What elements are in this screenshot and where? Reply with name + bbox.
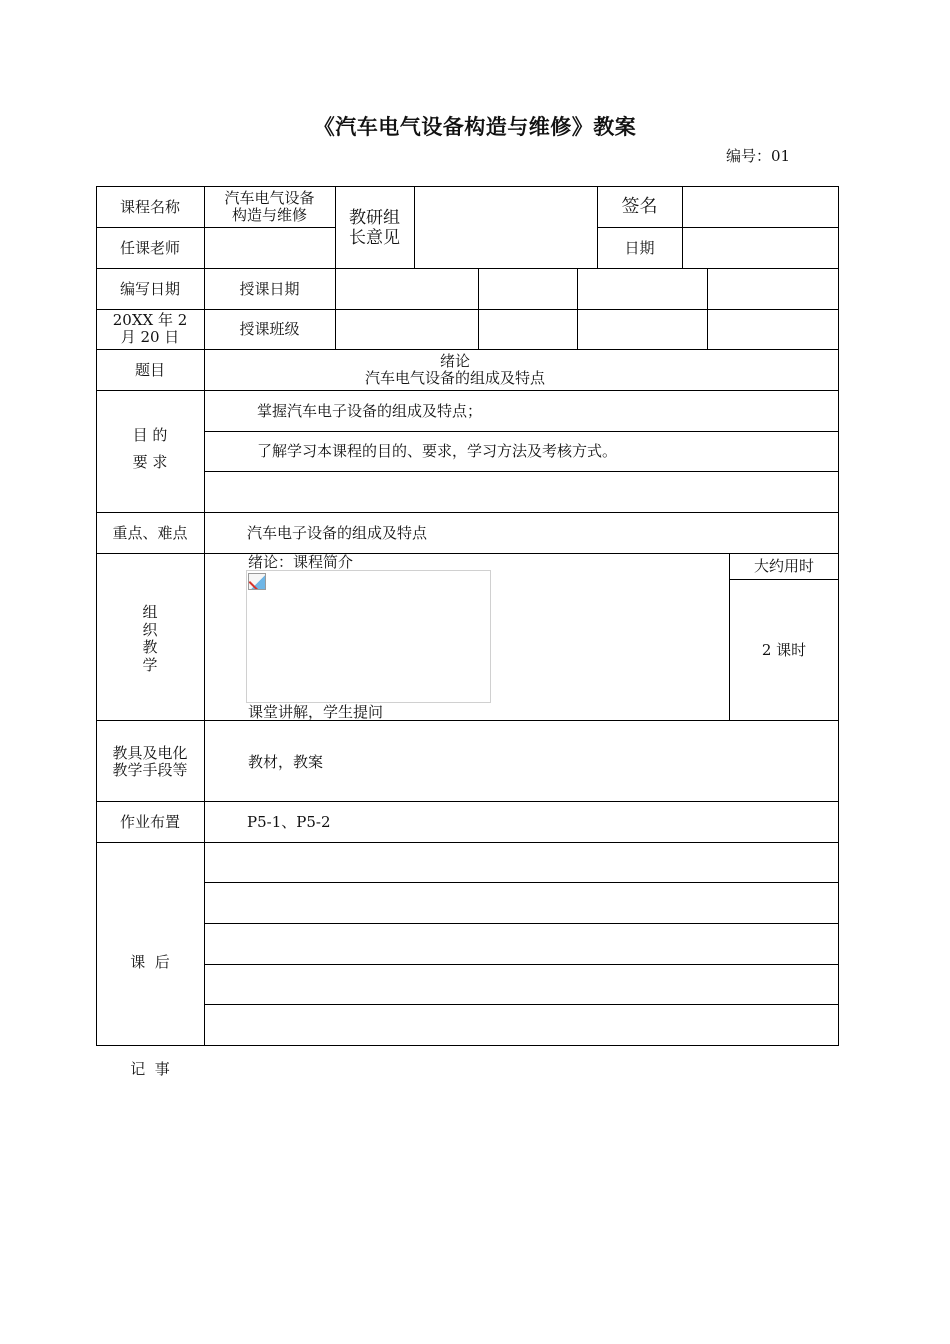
- topic-value: [204, 353, 706, 387]
- rule: [478, 268, 479, 350]
- course-name-label: 课程名称: [119, 198, 180, 216]
- homework-label: 作业布置: [119, 813, 180, 831]
- rule: [204, 964, 839, 965]
- course-name-line: 汽车电气设备: [224, 189, 315, 207]
- rule: [96, 349, 839, 350]
- rule: [96, 309, 839, 310]
- topic-line: 绪论: [439, 352, 470, 370]
- rule: [204, 1004, 839, 1005]
- document-title: 《汽车电气设备构造与维修》教案: [313, 114, 637, 139]
- topic-line: 汽车电气设备的组成及特点: [364, 369, 545, 387]
- rule: [204, 186, 205, 1046]
- goal-item: 掌握汽车电子设备的组成及特点；: [257, 402, 483, 420]
- write-date-label: 编写日期: [119, 280, 180, 298]
- teach-class-label: 授课班级: [239, 320, 300, 338]
- write-date-line: 月 20 日: [120, 328, 180, 346]
- rule: [707, 268, 708, 350]
- org-intro: 绪论：课程简介: [248, 553, 354, 571]
- tools-label-line: 教学手段等: [112, 761, 188, 779]
- goals-label: [96, 426, 204, 471]
- rule: [96, 720, 839, 721]
- dept-opinion-line: 教研组: [349, 208, 400, 228]
- rule: [96, 842, 839, 843]
- rule: [204, 923, 839, 924]
- date-label: 日期: [624, 239, 655, 257]
- goals-label-line: 目 的: [132, 426, 168, 444]
- broken-image-icon: [248, 573, 266, 590]
- notes-label-line: 课 后: [130, 953, 170, 971]
- dept-opinion-line: 长意见: [349, 228, 400, 248]
- teacher-label: 任课老师: [119, 239, 180, 257]
- tools-value: 教材，教案: [248, 753, 324, 771]
- notes-label: [96, 917, 204, 1114]
- spacer: [96, 444, 204, 453]
- org-label-char: 组: [142, 603, 158, 621]
- org-label-char: 学: [142, 655, 158, 674]
- homework-value: P5-1、P5-2: [247, 813, 331, 831]
- write-date-line: 20XX 年 2: [112, 311, 188, 329]
- rule: [96, 553, 839, 554]
- rule: [96, 512, 839, 513]
- org-label: [96, 604, 204, 674]
- keypoints-value: 汽车电子设备的组成及特点: [247, 524, 428, 542]
- topic-label: 题目: [134, 361, 165, 379]
- org-label-char: 教: [142, 638, 158, 656]
- time-label: 大约用时: [753, 557, 814, 575]
- rule: [682, 186, 683, 269]
- rule: [597, 227, 839, 228]
- tools-label: [96, 745, 204, 779]
- signature-label: 签名: [621, 196, 658, 217]
- rule: [204, 471, 839, 472]
- rule: [96, 801, 839, 802]
- rule: [96, 227, 335, 228]
- org-label-char: 织: [142, 620, 158, 639]
- goals-label-line: 要 求: [132, 453, 168, 471]
- goal-item: 了解学习本课程的目的、要求，学习方法及考核方式。: [257, 442, 618, 460]
- rule: [729, 553, 730, 721]
- rule: [204, 882, 839, 883]
- tools-label-line: 教具及电化: [112, 744, 188, 762]
- rule: [96, 268, 839, 269]
- course-name-line: 构造与维修: [231, 206, 307, 224]
- write-date-value: [96, 312, 204, 346]
- rule: [96, 390, 839, 391]
- rule: [204, 431, 839, 432]
- teach-date-label: 授课日期: [239, 280, 300, 298]
- org-method: 课堂讲解，学生提问: [248, 703, 384, 721]
- time-value: 2 课时: [761, 641, 807, 659]
- spacer: [96, 1007, 204, 1024]
- notes-label-line: 记 事: [130, 1060, 170, 1078]
- rule: [577, 268, 578, 350]
- course-name-value: [204, 190, 335, 224]
- document-number: 编号：01: [726, 147, 791, 165]
- image-placeholder: [246, 570, 491, 703]
- dept-opinion-label: [335, 208, 414, 248]
- rule: [414, 186, 415, 269]
- keypoints-label: 重点、难点: [112, 524, 188, 542]
- rule: [729, 579, 839, 580]
